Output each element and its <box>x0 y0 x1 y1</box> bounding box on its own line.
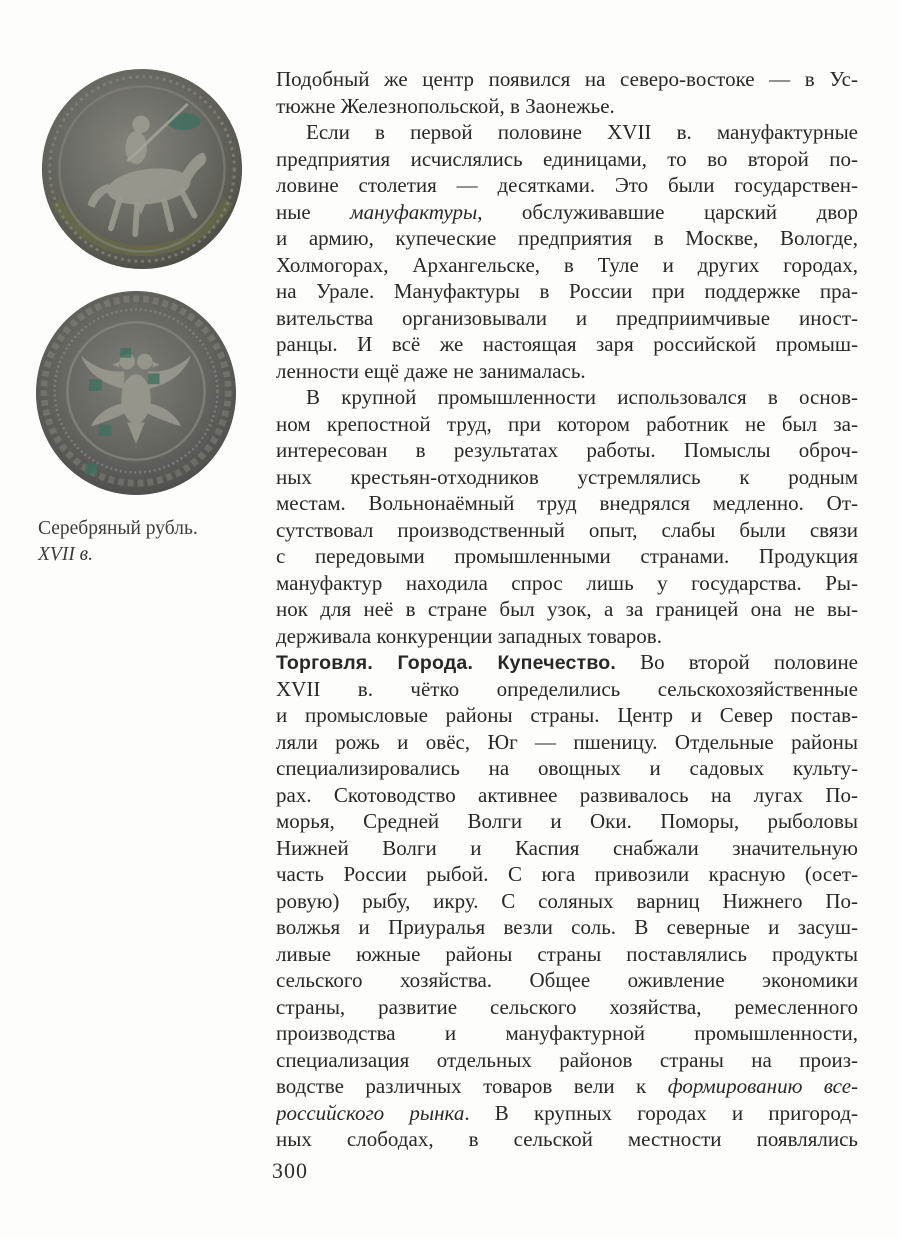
text-line <box>276 596 858 623</box>
text-run: сутствовал производственный опыт, слабы были связи <box>276 517 858 542</box>
text-run: мануфактур находила спрос лишь у государства. Ры- <box>276 570 858 595</box>
paragraph <box>276 119 858 384</box>
text-run: ных крестьян-отходников устремлялись к родным <box>276 464 858 489</box>
text-line <box>276 782 858 809</box>
figure-caption-line2: XVII в. <box>38 544 94 565</box>
text-line <box>276 1100 858 1127</box>
text-run: Если в первой половине XVII в. мануфактурные <box>306 120 858 144</box>
text-run: специализировались на овощных и садовых культу- <box>276 756 858 780</box>
text-line <box>276 808 858 835</box>
text-run: держивала конкуренции западных товаров. <box>276 623 662 648</box>
text-line <box>276 278 858 305</box>
text-line <box>276 464 858 491</box>
text-line <box>276 1126 858 1153</box>
text-run: водстве различных товаров вели к <box>276 1074 668 1098</box>
text-line <box>276 967 858 994</box>
text-run: ливые южные районы страны поставлялись продукты <box>276 941 858 966</box>
text-line <box>276 702 858 729</box>
text-run: XVII в. чётко определились сельскохозяйственные <box>276 676 858 701</box>
text-line <box>276 490 858 517</box>
text-line <box>276 914 858 941</box>
text-run: рах. Скотоводство активнее развивалось на лугах По- <box>276 782 858 807</box>
text-run: Нижней Волги и Каспия снабжали значительную <box>276 835 858 860</box>
text-run: ные <box>276 199 351 224</box>
text-line <box>276 172 858 199</box>
text-run: нок для неё в стране был узок, а за границей она не вы- <box>276 597 858 621</box>
figure-caption <box>38 516 253 568</box>
figure-caption-line1: Серебряный рубль. <box>38 518 198 539</box>
text-run: интересован в результатах работы. Помыслы оброч- <box>276 438 858 462</box>
italic-run: мануфактуры <box>350 199 478 224</box>
text-line <box>276 888 858 915</box>
text-run: ранцы. И всё же настоящая заря российской промыш- <box>276 332 858 356</box>
paragraph <box>276 384 858 649</box>
text-line <box>276 941 858 968</box>
text-run: страны, развитие сельского хозяйства, ремесленного <box>276 994 858 1019</box>
text-run: предприятия исчислялись единицами, то во второй по- <box>276 146 858 171</box>
text-line <box>276 1047 858 1074</box>
text-run: производства и мануфактурной промышленности, <box>276 1021 858 1045</box>
text-line <box>276 835 858 862</box>
double-eagle-coin-icon <box>34 286 238 500</box>
text-line <box>276 225 858 252</box>
text-line <box>276 755 858 782</box>
text-line <box>276 411 858 438</box>
text-run: и промысловые районы страны. Центр и Север постав- <box>276 703 858 727</box>
text-line <box>276 1020 858 1047</box>
text-line <box>276 93 858 120</box>
text-run: тюжне Железнопольской, в Заонежье. <box>276 93 615 118</box>
text-line <box>276 331 858 358</box>
text-line <box>276 252 858 279</box>
text-run: , обслуживавшие царский двор <box>477 199 858 224</box>
text-run: ленности ещё даже не занималась. <box>276 358 586 383</box>
text-line <box>276 384 858 411</box>
text-line <box>276 437 858 464</box>
italic-run: формированию все- <box>667 1074 858 1098</box>
text-run: и армию, купеческие предприятия в Москве, Вологде, <box>276 226 858 250</box>
text-run: местам. Вольнонаёмный труд внедрялся медленно. От- <box>276 491 858 515</box>
text-run: В крупной промышленности использовался в основ- <box>306 385 858 409</box>
text-line <box>276 517 858 544</box>
text-run: Холмогорах, Архангельске, в Туле и других городах, <box>276 252 858 277</box>
page-number: 300 <box>272 1158 308 1183</box>
text-line <box>276 1073 858 1100</box>
bold-run: Торговля. Города. Купечество. <box>276 652 616 674</box>
text-run: морья, Средней Волги и Оки. Поморы, рыболовы <box>276 809 858 833</box>
text-line <box>276 861 858 888</box>
text-line <box>276 729 858 756</box>
text-run: ловине столетия — десятками. Это были государствен- <box>276 173 858 197</box>
text-run: сельского хозяйства. Общее оживление экономики <box>276 968 858 992</box>
text-run: ровую) рыбу, икру. С соляных варниц Нижнего По- <box>276 888 858 913</box>
paragraph <box>276 649 858 1153</box>
text-line <box>276 66 858 93</box>
text-run: с передовыми промышленными странами. Продукция <box>276 544 858 568</box>
text-run: Во второй половине <box>616 650 858 674</box>
text-line <box>276 623 858 650</box>
text-line <box>276 543 858 570</box>
silver-ruble-reverse-image <box>34 286 238 500</box>
text-line <box>276 119 858 146</box>
body-text <box>276 66 858 1153</box>
text-run: . В крупных городах и пригород- <box>464 1100 858 1125</box>
text-run: ных слободах, в сельской местности появлялись <box>276 1127 858 1151</box>
text-run: вительства организовывали и предприимчивые иност- <box>276 305 858 330</box>
text-line <box>276 305 858 332</box>
horseman-coin-icon <box>40 66 244 272</box>
text-line <box>276 649 858 676</box>
text-line <box>276 199 858 226</box>
text-line <box>276 994 858 1021</box>
silver-ruble-obverse-image <box>40 66 244 272</box>
text-run: на Урале. Мануфактуры в России при поддержке пра- <box>276 279 858 303</box>
paragraph <box>276 66 858 119</box>
text-line <box>276 676 858 703</box>
text-run: ляли рожь и овёс, Юг — пшеницу. Отдельные районы <box>276 729 858 754</box>
italic-run: российского рынка <box>276 1100 465 1125</box>
text-run: специализация отдельных районов страны на произ- <box>276 1047 858 1072</box>
text-run: часть России рыбой. С юга привозили красную (осет- <box>276 862 858 886</box>
text-run: ном крепостной труд, при котором работник не был за- <box>276 411 858 436</box>
text-line <box>276 570 858 597</box>
text-line <box>276 146 858 173</box>
text-run: волжья и Приуралья везли соль. В северные и засуш- <box>276 915 858 939</box>
text-line <box>276 358 858 385</box>
text-run: Подобный же центр появился на северо-востоке — в Ус- <box>276 67 858 91</box>
figure-column <box>0 0 260 1239</box>
